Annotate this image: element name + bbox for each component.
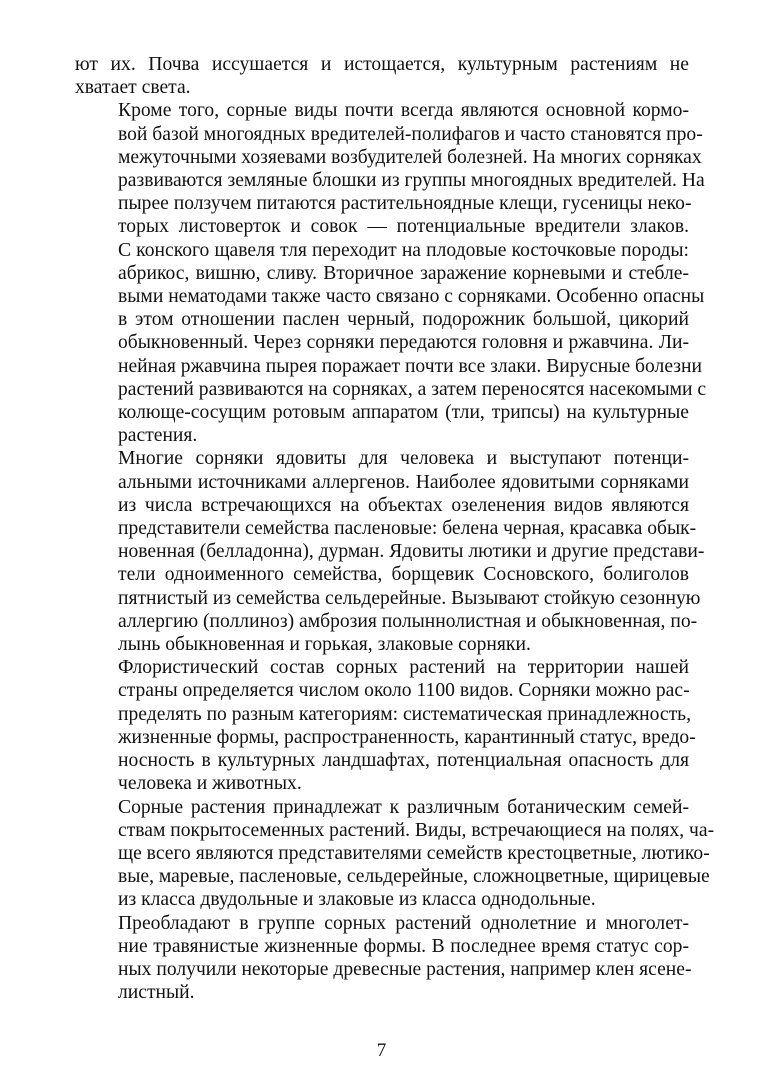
paragraph [75,656,696,795]
paragraph [75,912,692,1005]
text-line: ще всего являются представителями семейств крестоцветные, лютико- [118,842,710,864]
text-line: обыкновенный. Через сорняки передаются головня и ржавчина. Ли- [118,332,689,354]
text-line: вой базой многоядных вредителей-полифагов и часто становятся про- [118,123,703,145]
text-line: вые, маревые, пасленовые, сельдерейные, сложноцветные, щирицевые [118,866,710,888]
paragraph [75,447,705,656]
text-line: Многие сорняки ядовиты для человека и выступают потенци- [118,448,689,470]
text-line: представители семейства пасленовые: белена черная, красавка обык- [118,518,697,540]
text-line: растений развиваются на сорняках, а затем переносятся насекомыми с [118,378,707,400]
text-line: хватает света. [75,77,191,99]
text-line: ствам покрытосеменных растений. Виды, встречающиеся на полях, ча- [118,819,715,841]
text-line: пятнистый из семейства сельдерейные. Вызывают стойкую сезонную [118,587,701,609]
text-line: Преобладают в группе сорных растений однолетние и многолет- [118,912,689,934]
text-line: жизненные формы, распространенность, карантинный статус, вредо- [118,726,696,748]
page-body [75,53,715,1004]
text-line: человека и животных. [118,773,302,795]
text-line: нейная ржавчина пырея поражает почти все злаки. Вирусные болезни [118,355,702,377]
text-line: альными источниками аллергенов. Наиболее ядовитыми сорняками [118,471,689,493]
text-line: страны определяется числом около 1100 видов. Сорняки можно рас- [118,680,690,702]
text-line: торых листоверток и совок — потенциальные вредители злаков. [118,216,689,238]
text-line: Кроме того, сорные виды почти всегда являются основной кормо- [118,100,689,122]
text-line: из числа встречающихся на объектах озеленения видов являются [118,494,689,516]
text-line: носность в культурных ландшафтах, потенциальная опасность для [118,750,689,772]
text-line: колюще-сосущим ротовым аппаратом (тли, трипсы) на культурные [118,402,689,424]
text-line: лынь обыкновенная и горькая, злаковые сорняки. [118,634,531,656]
text-line: тели одноименного семейства, борщевик Сосновского, болиголов [118,564,689,586]
text-line: Сорные растения принадлежат к различным ботаническим семей- [118,796,689,818]
paragraph [75,99,707,447]
text-line: аллергию (поллиноз) амброзия полыннолистная и обыкновенная, по- [118,610,698,632]
text-line: новенная (белладонна), дурман. Ядовиты лютики и другие представи- [118,541,705,563]
paragraph [75,796,715,912]
paragraph [75,53,689,99]
page-number: 7 [376,1040,387,1061]
text-line: абрикос, вишню, сливу. Вторичное заражение корневыми и стебле- [118,262,689,284]
text-line: листный. [118,982,195,1004]
text-line: растения. [118,425,198,447]
text-line: пырее ползучем питаются растительноядные клещи, гусеницы неко- [118,193,692,215]
text-line: ных получили некоторые древесные растения, например клен ясене- [118,958,692,980]
text-line: пределять по разным категориям: систематическая принадлежность, [118,703,691,725]
text-line: ние травянистые жизненные формы. В последнее время статус сор- [118,935,689,957]
text-line: С конского щавеля тля переходит на плодовые косточковые породы: [118,239,689,261]
text-line: ют их. Почва иссушается и истощается, культурным растениям не [75,54,689,75]
text-line: в этом отношении паслен черный, подорожник большой, цикорий [118,309,689,331]
text-line: межуточными хозяевами возбудителей болезней. На многих сорняках [118,146,702,168]
text-line: развиваются земляные блошки из группы многоядных вредителей. На [118,170,705,192]
text-line: выми нематодами также часто связано с сорняками. Особенно опасны [118,286,705,308]
text-line: из класса двудольные и злаковые из класса однодольные. [118,889,596,911]
text-line: Флористический состав сорных растений на территории нашей [118,657,689,679]
